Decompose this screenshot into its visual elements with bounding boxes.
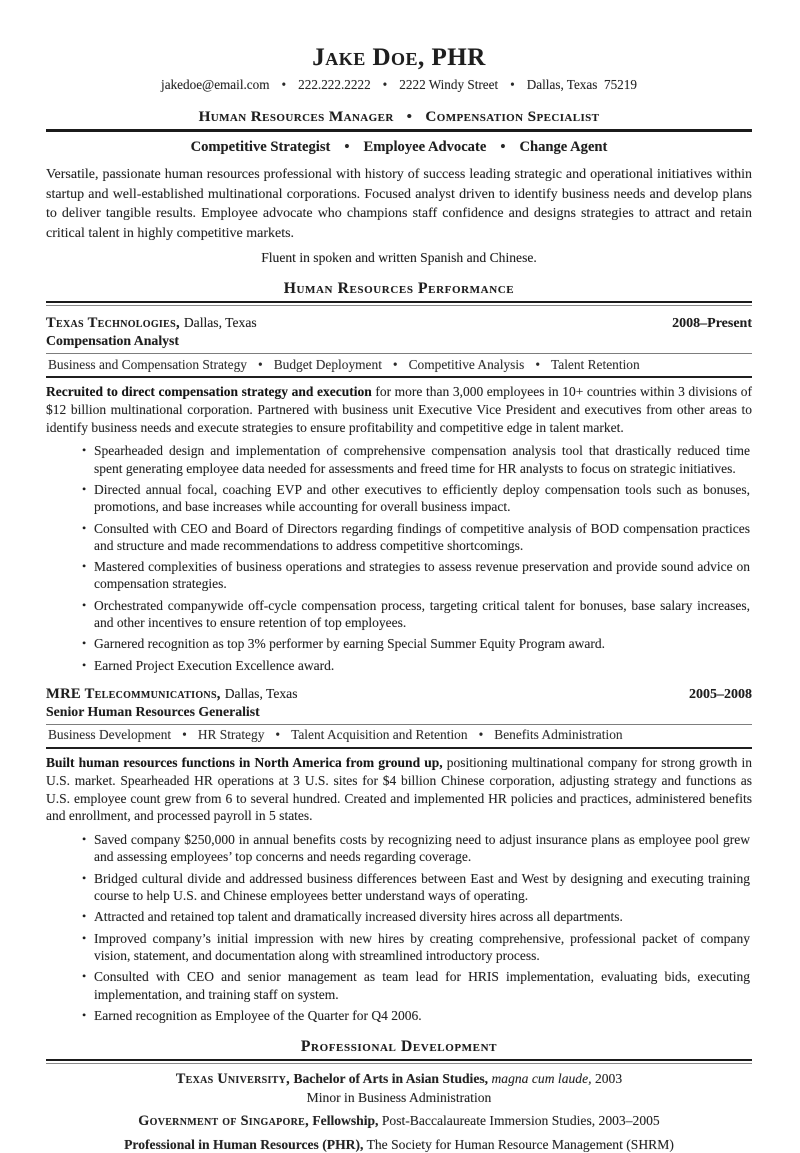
fellowship-line bbox=[46, 1113, 752, 1130]
bullet-item bbox=[46, 635, 752, 652]
education-line bbox=[46, 1071, 752, 1088]
bullet-dot-icon: • bbox=[82, 930, 87, 945]
bullet-dot-icon: • bbox=[82, 520, 87, 535]
title-divider bbox=[46, 129, 752, 132]
job-dates: 2005–2008 bbox=[689, 686, 752, 702]
school-name: Texas University, bbox=[175, 1071, 291, 1088]
bullet-dot-icon: • bbox=[82, 870, 87, 885]
bullet-dot-icon: • bbox=[82, 597, 87, 612]
skill-item: Budget Deployment bbox=[273, 356, 382, 372]
skills-row bbox=[46, 724, 752, 749]
bullet-item bbox=[46, 870, 752, 905]
bullet-text: Spearheaded design and implementation of comprehensive compensation analysis tool that drastically reduced time spent generating employee data needed for assessments and freed time for HR analysts to focus on strategic initiatives. bbox=[94, 443, 750, 476]
role-secondary: Compensation Specialist bbox=[425, 108, 600, 125]
bullet-dot-icon: • bbox=[82, 481, 87, 496]
bullet-text: Saved company $250,000 in annual benefits costs by recognizing need to adjust insurance plans as employee pool grew and assessing employees’ top concerns and needs regarding coverage. bbox=[94, 832, 750, 865]
contact-email: jakedoe@email.com bbox=[161, 77, 270, 92]
trait-strategist: Competitive Strategist bbox=[190, 139, 331, 155]
bullet-item bbox=[46, 908, 752, 925]
job-intro bbox=[46, 754, 752, 825]
company-name-text: MRE Telecommunications, bbox=[46, 685, 221, 702]
traits-line bbox=[46, 139, 752, 156]
bullet-item bbox=[46, 442, 752, 477]
job-entry-texas-technologies bbox=[46, 315, 752, 674]
bullet-text: Consulted with CEO and senior management as team lead for HRIS implementation, evaluating bids, executing implementation, and training staff on system. bbox=[94, 969, 750, 1002]
bullet-item bbox=[46, 1007, 752, 1024]
minor-line: Minor in Business Administration bbox=[306, 1090, 492, 1106]
summary-paragraph: Versatile, passionate human resources professional with history of success leading strategic and operational initiatives within startup and well-established multinational corporations. Focused analyst driven to identify business needs and develop plans to deliver tangible results. Employee advocate who champions staff confidence and designs strategies to attract and retain critical talent in highly competitive markets. bbox=[46, 167, 752, 241]
bullet-list bbox=[46, 442, 752, 674]
development-divider bbox=[46, 1059, 752, 1064]
bullet-dot-icon: • bbox=[82, 443, 87, 458]
role-line bbox=[46, 108, 752, 126]
bullet-text: Directed annual focal, coaching EVP and other executives to efficiently deploy compensation tools such as bonuses, promotions, and base increases while accounting for overall business impact. bbox=[94, 481, 750, 515]
contact-line bbox=[46, 77, 752, 93]
certification-line bbox=[46, 1137, 752, 1153]
contact-city: Dallas, Texas 75219 bbox=[526, 77, 637, 92]
bullet-item bbox=[46, 558, 752, 593]
contact-street: 2222 Windy Street bbox=[399, 77, 499, 92]
bullet-item bbox=[46, 520, 752, 555]
role-primary: Human Resources Manager bbox=[198, 108, 394, 125]
bullet-dot-icon: • bbox=[82, 559, 87, 574]
skills-row bbox=[46, 353, 752, 378]
bullet-item bbox=[46, 831, 752, 866]
job-header bbox=[46, 315, 752, 332]
job-entry-mre-telecommunications bbox=[46, 686, 752, 1024]
dot-separator: • bbox=[182, 727, 187, 743]
degree-text: Bachelor of Arts in Asian Studies, bbox=[293, 1071, 489, 1087]
dot-separator: • bbox=[382, 77, 388, 92]
honors-text: magna cum laude, bbox=[491, 1071, 592, 1087]
dot-separator: • bbox=[500, 139, 506, 155]
dot-separator: • bbox=[535, 356, 541, 372]
trait-change-agent: Change Agent bbox=[519, 139, 608, 155]
bullet-dot-icon: • bbox=[82, 909, 87, 924]
certification-detail: The Society for Human Resource Management (SHRM) bbox=[366, 1137, 674, 1153]
bullet-text: Orchestrated companywide off-cycle compensation process, targeting critical talent for bonuses, base salary increases, and other incentives to ensure retention of top employees. bbox=[94, 597, 750, 631]
section-heading-development: Professional Development bbox=[300, 1038, 498, 1056]
bullet-text: Garnered recognition as top 3% performer by earning Special Summer Equity Program award. bbox=[94, 636, 605, 652]
bullet-text: Earned Project Execution Excellence award. bbox=[94, 657, 335, 673]
dot-separator: • bbox=[275, 727, 281, 743]
bullet-text: Bridged cultural divide and addressed business differences between East and West by designing and executing training course to help U.S. and Chinese employees better understand ways of operating. bbox=[94, 870, 750, 904]
job-intro-lead: Recruited to direct compensation strategy and execution bbox=[46, 384, 372, 399]
fellowship-detail: Post-Baccalaureate Immersion Studies, 2003–2005 bbox=[381, 1113, 660, 1129]
languages-line: Fluent in spoken and written Spanish and Chinese. bbox=[261, 250, 537, 265]
bullet-text: Consulted with CEO and Board of Directors regarding findings of competitive analysis of BOD compensation practices and structure and made recommendations to address competitive shortcomings. bbox=[94, 520, 750, 553]
dot-separator: • bbox=[281, 77, 287, 92]
company-location: Dallas, Texas bbox=[183, 315, 257, 330]
performance-divider bbox=[46, 301, 752, 306]
skill-item: Competitive Analysis bbox=[408, 356, 525, 372]
company-name bbox=[46, 686, 298, 703]
job-dates: 2008–Present bbox=[672, 316, 752, 331]
dot-separator: • bbox=[257, 356, 263, 372]
graduation-year: 2003 bbox=[594, 1071, 623, 1087]
bullet-item bbox=[46, 597, 752, 632]
dot-separator: • bbox=[392, 356, 398, 372]
dot-separator: • bbox=[406, 108, 413, 125]
dot-separator: • bbox=[478, 727, 484, 743]
company-location: Dallas, Texas bbox=[224, 685, 298, 701]
bullet-dot-icon: • bbox=[82, 1007, 87, 1022]
job-intro-lead: Built human resources functions in North America from ground up, bbox=[46, 754, 443, 770]
job-title: Senior Human Resources Generalist bbox=[46, 703, 260, 719]
bullet-item bbox=[46, 657, 752, 674]
bullet-text: Mastered complexities of business operations and strategies to assess revenue preservation and provide sound advice on compensation strategies. bbox=[94, 559, 750, 592]
bullet-dot-icon: • bbox=[82, 636, 87, 651]
dot-separator: • bbox=[510, 77, 515, 92]
skill-item: HR Strategy bbox=[197, 727, 265, 743]
bullet-list bbox=[46, 831, 752, 1024]
bullet-dot-icon: • bbox=[82, 832, 87, 847]
skill-item: Business and Compensation Strategy bbox=[48, 356, 247, 372]
name-heading: Jake Doe, PHR bbox=[312, 44, 486, 71]
job-intro-rest: for more than 3,000 employees in 10+ countries within 3 divisions of $12 billion multinational corporation. Partnered with business unit Executive Vice President and executives from other areas to identify business needs and execute strategies to ensure profitability and competitive edge in talent market. bbox=[46, 384, 753, 435]
bullet-item bbox=[46, 930, 752, 965]
bullet-item bbox=[46, 968, 752, 1003]
bullet-dot-icon: • bbox=[82, 969, 87, 984]
job-header bbox=[46, 686, 752, 703]
skill-item: Talent Acquisition and Retention bbox=[291, 727, 468, 743]
bullet-text: Attracted and retained top talent and dramatically increased diversity hires across all departments. bbox=[94, 909, 623, 925]
certification-name: Professional in Human Resources (PHR), bbox=[124, 1137, 364, 1153]
section-heading-performance: Human Resources Performance bbox=[283, 280, 515, 297]
fellowship-org: Government of Singapore, bbox=[138, 1113, 309, 1130]
skill-item: Business Development bbox=[48, 727, 172, 743]
company-name bbox=[46, 315, 257, 332]
job-intro-rest: positioning multinational company for strong growth in U.S. market. Spearheaded HR operations at 3 U.S. sites for $4 billion Chinese corporation, adjusting strategy and functions as U.S. employee count grew from 6 to several hundred. Created and implemented HR policies and practices, administered benefits and enrollment, and processed payroll in 5 states. bbox=[46, 754, 752, 824]
contact-phone: 222.222.2222 bbox=[298, 77, 371, 92]
bullet-dot-icon: • bbox=[82, 657, 87, 672]
skill-item: Benefits Administration bbox=[494, 727, 623, 743]
trait-advocate: Employee Advocate bbox=[363, 139, 487, 155]
job-title: Compensation Analyst bbox=[46, 333, 180, 348]
fellowship-program: Fellowship, bbox=[312, 1113, 379, 1129]
dot-separator: • bbox=[344, 139, 350, 155]
company-name-text: Texas Technologies, bbox=[46, 315, 180, 331]
skill-item: Talent Retention bbox=[551, 356, 640, 372]
job-intro bbox=[46, 383, 752, 436]
bullet-text: Improved company’s initial impression with new hires by creating comprehensive, professional packet of company vision, statement, and documentation along with streamlined introductory process. bbox=[94, 930, 750, 963]
bullet-item bbox=[46, 481, 752, 516]
bullet-text: Earned recognition as Employee of the Quarter for Q4 2006. bbox=[94, 1007, 422, 1023]
